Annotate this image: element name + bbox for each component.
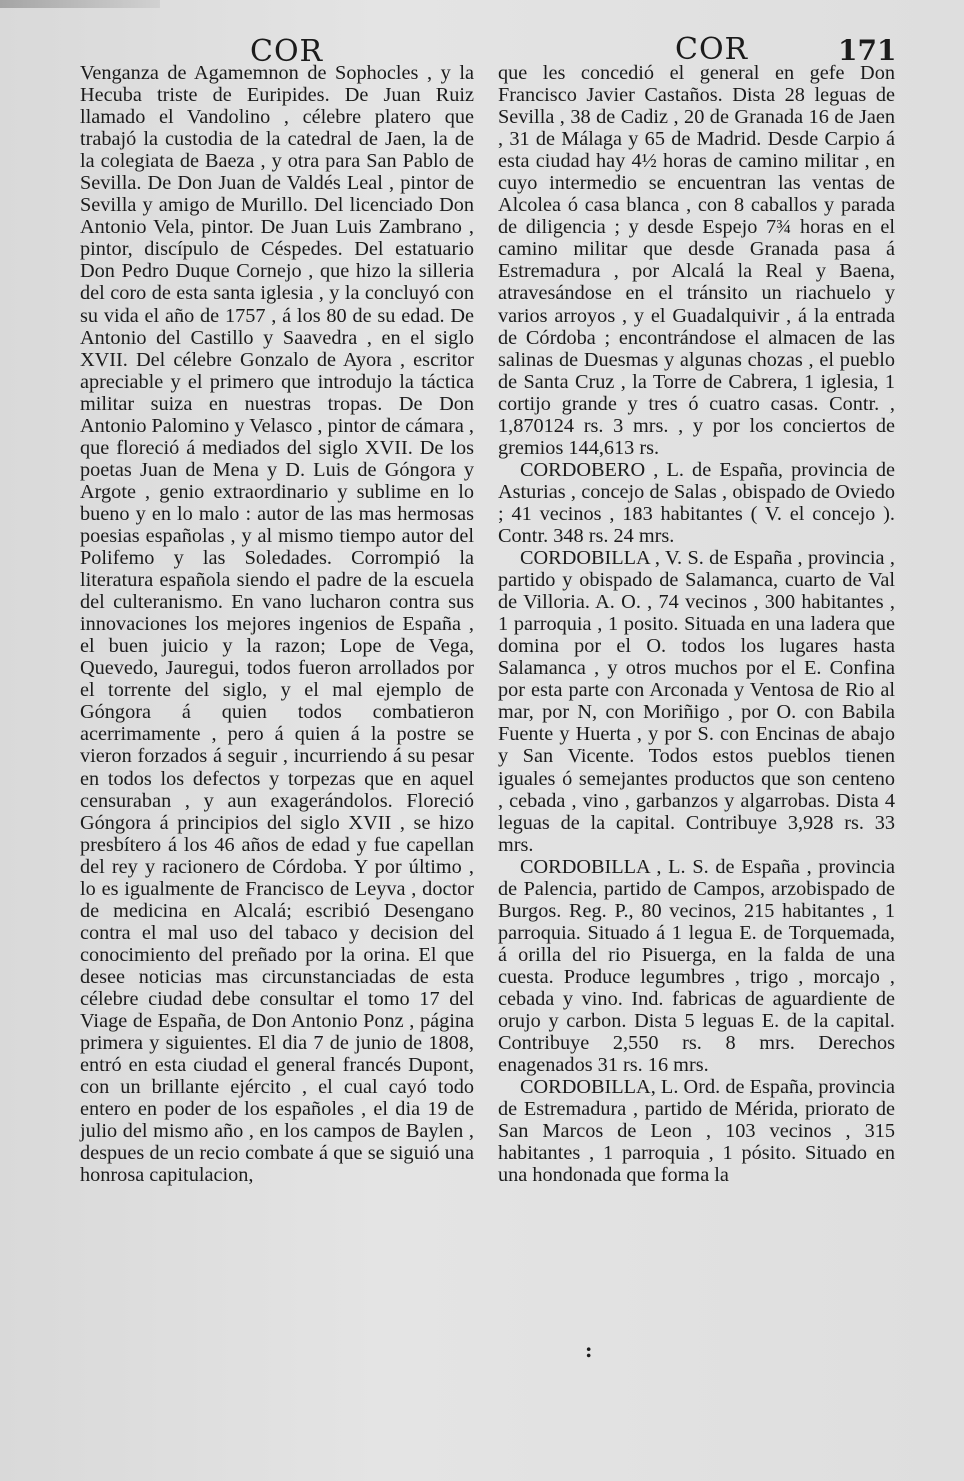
entry-cordobilla-salamanca: CORDOBILLA , V. S. de España , provincia , partido y obispado de Salamanca, cuarto de Val de Villoria. A. O. , 74 vecinos , 300 habitantes , 1 parroquia , 1 posito. Situada en una ladera que domina por el O. todos los lugares hasta Salamanca , y otros muchos por el E. Confina por esta parte con Arconada y Ventosa de Rio al mar, por N, con Moriñigo , por O. con Babila Fuente y Huerta , y por S. con Encinas de abajo y San Vicente. Todos estos pueblos tienen iguales ó semejantes productos que son centeno , cebada , vino , garbanzos y algarrobas. Dista 4 leguas de la capital. Contribuye 3,928 rs. 33 mrs. bbox=[498, 547, 895, 856]
header-right-title: COR bbox=[675, 32, 749, 67]
entry-cordobero: CORDOBERO , L. de España, provincia de Asturias , concejo de Salas , obispado de Oviedo ; 41 vecinos , 183 habitantes ( V. el concejo ). Contr. 348 rs. 24 mrs. bbox=[498, 458, 895, 547]
header-left-title: COR bbox=[250, 34, 324, 69]
signature-mark: : bbox=[585, 1338, 593, 1362]
left-column-text: Venganza de Agamemnon de Sophocles , y la Hecuba triste de Euripides. De Juan Ruiz llamado el Vandolino , célebre platero que trabajó la custodia de la catedral de Jaen, la de la colegiata de Baeza , y otra para San Pablo de Sevilla. De Don Juan de Valdés Leal , pintor de Sevilla y amigo de Murillo. Del licenciado Don Antonio Vela, pintor. De Juan Luis Zambrano , pintor, discípulo de Céspedes. Del estatuario Don Pedro Duque Cornejo , que hizo la silleria del coro de esta santa iglesia , y la concluyó con su vida el año de 1757 , á los 80 de su edad. De Antonio del Castillo y Saavedra , en el siglo XVII. Del célebre Gonzalo de Ayora , escritor apreciable y el primero que introdujo la táctica militar suiza en nuestras tropas. De Don Antonio Palomino y Velasco , pintor de cámara , que floreció á mediados del siglo XVII. De los poetas Juan de Mena y D. Luis de Góngora y Argote , genio extraordinario y sublime en lo bueno y en lo malo : autor de las mas hermosas poesias españolas , y al mismo tiempo autor del Polifemo y las Soledades. Corrompió la literatura española siendo el padre de la escuela del culteranismo. En vano lucharon contra sus innovaciones los mejores ingenios de España , el buen juicio y la razon; Lope de Vega, Quevedo, Jauregui, todos fueron arrollados por el torrente del siglo, y el mal ejemplo de Góngora á quien todos combatieron acerrimamente , pero á quien á la postre se vieron forzados á seguir , incurriendo á su pesar en todos los defectos y torpezas que en aquel censuraban , y aun exagerándolos. Floreció Góngora á principios del siglo XVII , se hizo presbítero á los 46 años de edad y fue capellan del rey y racionero de Córdoba. Y por último , lo es igualmente de Francisco de Leyva , doctor de medicina en Alcalá; escribió Desengano contra el mal uso del tabaco y decision del conocimiento del preñado por la orina. El que desee noticias mas circunstanciadas de esta célebre ciudad debe consultar el tomo 17 del Viage de España, de Don Antonio Ponz , página primera y siguientes. El dia 7 de junio de 1808, entró en esta ciudad el general francés Dupont, con un brillante ejército , el cual cayó todo entero en poder de los españoles , el dia 19 de julio del mismo año , en los campos de Baylen , despues de un recio combate á que se siguió una honrosa capitulacion, bbox=[80, 62, 474, 1187]
right-column-continuation: que les concedió el general en gefe Don Francisco Javier Castaños. Dista 28 leguas de Sevilla , 38 de Cadiz , 20 de Granada 16 de Jaen , 31 de Málaga y 65 de Madrid. Desde Carpio á esta ciudad hay 4½ horas de camino militar , en cuyo intermedio se encuentran las ventas de Alcolea ó casa blanca , con 8 caballos y parada de diligencia ; y desde Espejo 7¾ horas en el camino militar que desde Granada pasa á Estremadura , por Alcalá la Real y Baena, atravesándose en el tránsito un riachuelo y varios arroyos , y el Guadalquivir , á la entrada de Córdoba ; encontrándose el almacen de las salinas de Duesmas y algunas chozas , el pueblo de Santa Cruz , la Torre de Cabrera, 1 iglesia, 1 cortijo grande y tres ó cuatro casas. Contr. , 1,870124 rs. 3 mrs. , y por los conciertos de gremios 144,613 rs. bbox=[498, 62, 895, 459]
entry-cordobilla-palencia: CORDOBILLA , L. S. de España , provincia de Palencia, partido de Campos, arzobispado de Burgos. Reg. P., 80 vecinos, 215 habitantes , 1 parroquia. Situado á 1 legua E. de Torquemada, á orilla del rio Pisuerga, en la falda de una cuesta. Produce legumbres , trigo , morcajo , cebada y vino. Ind. fabricas de aguardiente de orujo y carbon. Dista 5 leguas E. de la capital. Contribuye 2,550 rs. 8 mrs. Derechos enagenados 31 rs. 16 mrs. bbox=[498, 855, 895, 1077]
left-column bbox=[80, 62, 474, 1352]
entry-cordobilla-estremadura: CORDOBILLA, L. Ord. de España, provincia de Estremadura , partido de Mérida, priorato de San Marcos de Leon , 103 vecinos , 315 habitantes , 1 parroquia , 1 pósito. Situado en una hondonada que forma la bbox=[498, 1076, 895, 1187]
page-number: 171 bbox=[838, 34, 897, 67]
page-corner-smudge bbox=[0, 0, 160, 8]
right-column bbox=[498, 62, 895, 1352]
